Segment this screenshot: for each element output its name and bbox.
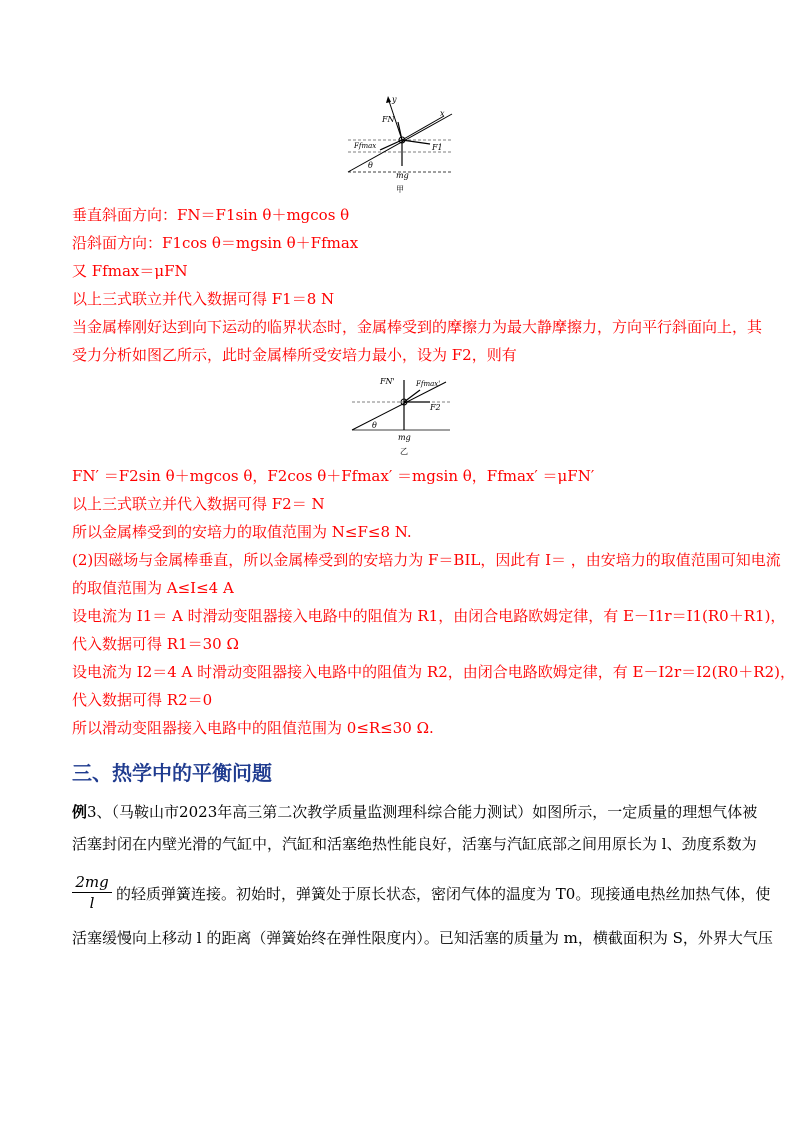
solution-line-3: 又 Ffmax＝μFN: [72, 262, 188, 280]
solution-line-7: FN′ ＝F2sin θ＋mgcos θ，F2cos θ＋Ffmax′ ＝mgsin θ，Ffmax′ ＝μFN′: [72, 467, 595, 485]
label-mg: mg: [398, 433, 411, 442]
example-line-3: 的轻质弹簧连接。初始时，弹簧处于原长状态，密闭气体的温度为 T0。现接通电热丝加热气体，使: [116, 885, 771, 903]
arrowhead: [386, 96, 391, 103]
solution-line-8: 以上三式联立并代入数据可得 F2＝ N: [72, 495, 325, 513]
example-text-1: 3、（马鞍山市2023年高三第二次教学质量监测理科综合能力测试）如图所示，一定质量的理想气体被: [87, 803, 758, 821]
solution-line-6: 受力分析如图乙所示，此时金属棒所受安培力最小，设为 F2，则有: [72, 346, 517, 364]
label-f2: F2: [430, 403, 441, 412]
force-diagram-jia-svg: [340, 92, 460, 198]
x-axis: [402, 116, 444, 140]
figure-caption: 甲: [396, 185, 404, 194]
example-label: 例: [72, 803, 88, 821]
label-theta: θ: [372, 421, 377, 430]
solution-line-13: 代入数据可得 R1＝30 Ω: [72, 635, 239, 653]
force-diagram-jia: [340, 92, 460, 198]
solution-line-1: 垂直斜面方向：FN＝F1sin θ＋mgcos θ: [72, 206, 350, 224]
label-f1: F1: [432, 143, 443, 152]
fraction-denominator: l: [89, 894, 95, 912]
label-ffmax: Ffmax: [354, 142, 377, 150]
solution-line-2: 沿斜面方向：F1cos θ＝mgsin θ＋Ffmax: [72, 234, 359, 252]
solution-line-10: (2)因磁场与金属棒垂直，所以金属棒受到的安培力为 F＝BIL，因此有 I＝ ，由安培力的取值范围可知电流: [72, 551, 781, 569]
solution-line-12: 设电流为 I1＝ A 时滑动变阻器接入电路中的阻值为 R1，由闭合电路欧姆定律，有 E－I1r＝I1(R0＋R1)，: [72, 607, 786, 625]
label-y: y: [392, 95, 397, 104]
fraction-numerator: 2mg: [72, 873, 112, 893]
solution-line-11: 的取值范围为 A≤I≤4 A: [72, 579, 234, 597]
solution-line-9: 所以金属棒受到的安培力的取值范围为 N≤F≤8 N.: [72, 523, 412, 541]
force-diagram-yi-svg: [346, 372, 456, 458]
label-ffmax: Ffmax': [416, 380, 441, 388]
example-line-1: [72, 802, 757, 822]
figure-caption: 乙: [400, 447, 408, 456]
solution-line-4: 以上三式联立并代入数据可得 F1＝8 N: [72, 290, 335, 308]
force-diagram-yi: [346, 372, 456, 458]
label-theta: θ: [368, 161, 373, 170]
example-line-4: 活塞缓慢向上移动 l 的距离（弹簧始终在弹性限度内）。已知活塞的质量为 m，横截面积为 S，外界大气压: [72, 929, 773, 947]
solution-line-15: 代入数据可得 R2＝0: [72, 691, 213, 709]
label-fn: FN: [382, 115, 395, 124]
label-fn: FN': [380, 377, 395, 386]
example-line-2: 活塞封闭在内壁光滑的气缸中，汽缸和活塞绝热性能良好，活塞与汽缸底部之间用原长为 l、劲度系数为: [72, 835, 757, 853]
f1-arrow: [402, 140, 430, 144]
section-heading: 三、热学中的平衡问题: [72, 761, 272, 785]
solution-line-5: 当金属棒刚好达到向下运动的临界状态时，金属棒受到的摩擦力为最大静摩擦力，方向平行斜面向上，其: [72, 318, 763, 336]
spring-constant-fraction: [72, 873, 112, 912]
solution-line-16: 所以滑动变阻器接入电路中的阻值范围为 0≤R≤30 Ω.: [72, 719, 434, 737]
label-mg: mg: [396, 171, 409, 180]
solution-line-14: 设电流为 I2＝4 A 时滑动变阻器接入电路中的阻值为 R2，由闭合电路欧姆定律，有 E－I2r＝I2(R0＋R2)，: [72, 663, 795, 681]
label-x: x: [440, 109, 445, 118]
